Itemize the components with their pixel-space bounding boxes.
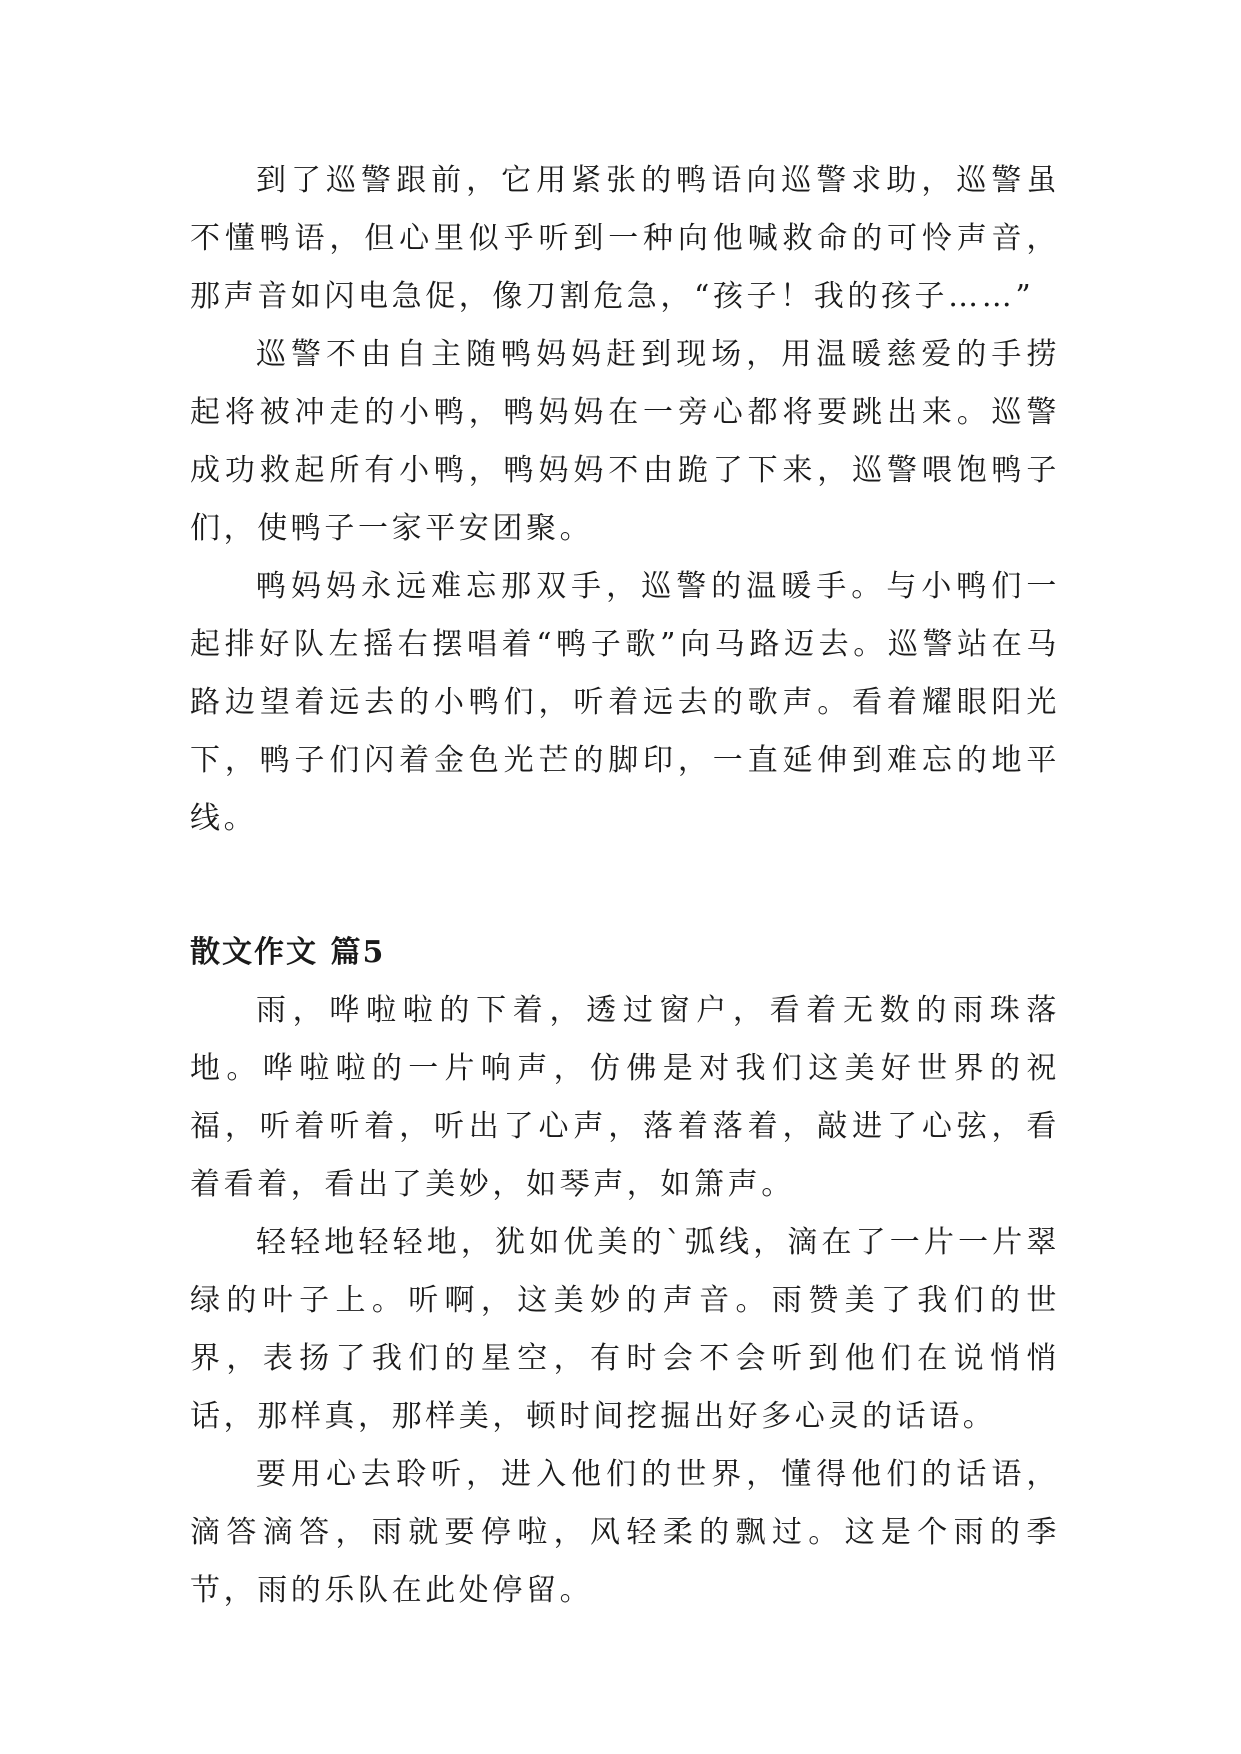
paragraph: 雨，哗啦啦的下着，透过窗户，看着无数的雨珠落地。哗啦啦的一片响声，仿佛是对我们这美好世界的祝福，听着听着，听出了心声，落着落着，敲进了心弦，看着看着，看出了美妙，如琴声，如箫声。 bbox=[190, 993, 1060, 1202]
section-heading: 散文作文 篇5 bbox=[190, 935, 386, 970]
paragraph: 鸭妈妈永远难忘那双手，巡警的温暖手。与小鸭们一起排好队左摇右摆唱着“鸭子歌”向马路迈去。巡警站在马路边望着远去的小鸭们，听着远去的歌声。看着耀眼阳光下，鸭子们闪着金色光芒的脚印，一直延伸到难忘的地平线。 bbox=[190, 569, 1060, 836]
paragraph: 巡警不由自主随鸭妈妈赶到现场，用温暖慈爱的手捞起将被冲走的小鸭，鸭妈妈在一旁心都将要跳出来。巡警成功救起所有小鸭，鸭妈妈不由跪了下来，巡警喂饱鸭子们，使鸭子一家平安团聚。 bbox=[190, 337, 1060, 546]
paragraph: 要用心去聆听，进入他们的世界，懂得他们的话语，滴答滴答，雨就要停啦，风轻柔的飘过。这是个雨的季节，雨的乐队在此处停留。 bbox=[190, 1457, 1060, 1608]
document-page bbox=[190, 152, 1060, 1620]
paragraph: 到了巡警跟前，它用紧张的鸭语向巡警求助，巡警虽不懂鸭语，但心里似乎听到一种向他喊救命的可怜声音，那声音如闪电急促，像刀割危急，“孩子！我的孩子……” bbox=[190, 163, 1060, 314]
paragraph: 轻轻地轻轻地，犹如优美的`弧线，滴在了一片一片翠绿的叶子上。听啊，这美妙的声音。雨赞美了我们的世界，表扬了我们的星空，有时会不会听到他们在说悄悄话，那样真，那样美，顿时间挖掘出好多心灵的话语。 bbox=[190, 1225, 1060, 1434]
